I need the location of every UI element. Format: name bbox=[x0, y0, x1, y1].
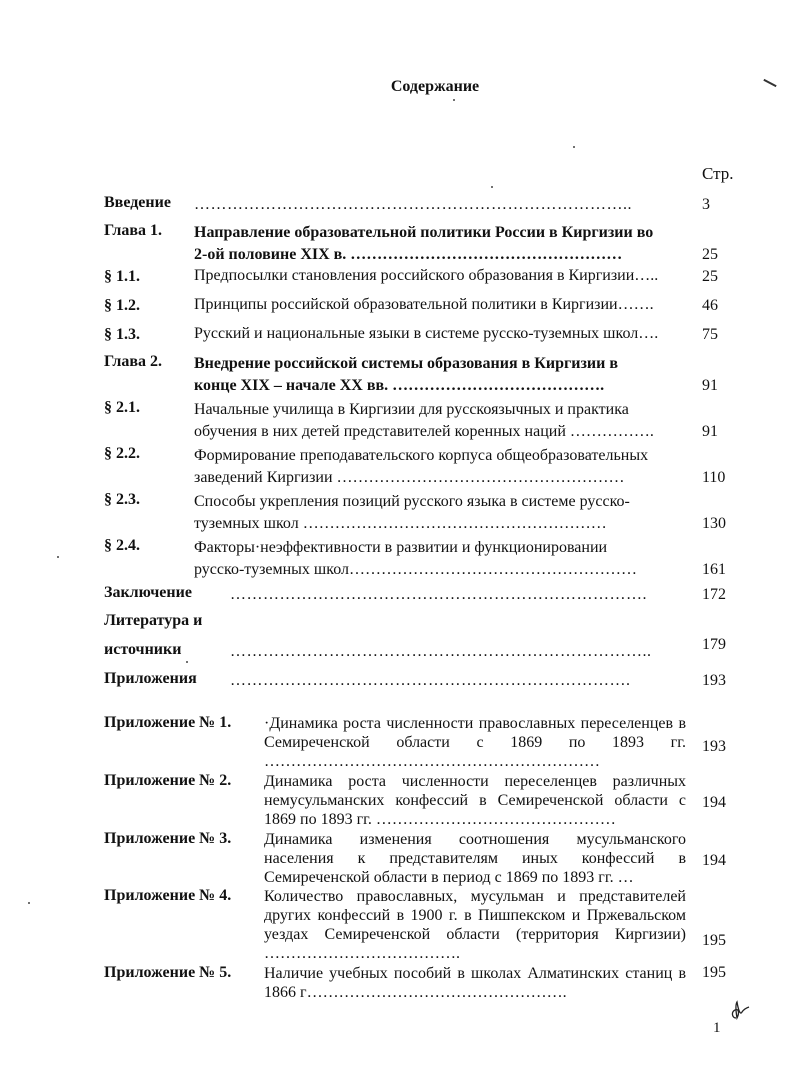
toc-page: 179 bbox=[702, 636, 726, 653]
appendix-label: Приложение № 3. bbox=[104, 830, 232, 847]
toc-leader: …………………………………………………………………. bbox=[230, 586, 647, 603]
appendix-text: Количество православных, мусульман и представителей других конфессий в 1900 г. в Пишпекском и Пржевальском уездах Семиреченской области (территория Киргизии) ………………………………. bbox=[264, 888, 686, 962]
handwritten-initial-icon bbox=[728, 1000, 752, 1022]
toc-text: Предпосылки становления российского образования в Киргизии….. bbox=[194, 267, 659, 284]
toc-label: § 2.4. bbox=[104, 537, 140, 554]
toc-leader: …………………………………………………………………….. bbox=[194, 196, 632, 213]
toc-label: Глава 2. bbox=[104, 353, 162, 370]
scan-speck bbox=[453, 99, 455, 101]
scan-speck bbox=[28, 902, 30, 904]
toc-label: § 1.3. bbox=[104, 326, 140, 343]
toc-page: 25 bbox=[702, 246, 718, 263]
toc-page: 25 bbox=[702, 268, 718, 285]
toc-label: Литература и bbox=[104, 612, 203, 629]
toc-text: заведений Киргизии ……………………………………………… bbox=[194, 469, 625, 486]
toc-text: туземных школ ………………………………………………… bbox=[194, 515, 607, 532]
toc-text: Формирование преподавательского корпуса общеобразовательных bbox=[194, 447, 649, 464]
appendix-text: Наличие учебных пособий в школах Алматинских станиц в 1866 г…………………………………………. bbox=[264, 965, 686, 1001]
toc-label: источники bbox=[104, 641, 182, 658]
toc-label: § 2.3. bbox=[104, 491, 140, 508]
toc-page: 161 bbox=[702, 561, 726, 578]
toc-label: Глава 1. bbox=[104, 222, 162, 239]
toc-page: 172 bbox=[702, 586, 726, 603]
appendix-page: 195 bbox=[702, 932, 726, 949]
appendix-page: 194 bbox=[702, 794, 726, 811]
appendix-page: 193 bbox=[702, 738, 726, 755]
appendix-page: 195 bbox=[702, 964, 726, 981]
scan-speck bbox=[491, 186, 493, 188]
toc-page: 3 bbox=[702, 196, 710, 213]
toc-label: § 1.1. bbox=[104, 268, 140, 285]
appendix-text: ·Динамика роста численности православных переселенцев в Семиреченской области с 1869 по 1893 гг. ……………………………………………………… bbox=[264, 715, 686, 770]
toc-text: Начальные училища в Киргизии для русскоязычных и практика bbox=[194, 401, 629, 418]
toc-label: § 2.1. bbox=[104, 399, 140, 416]
toc-text: Внедрение российской системы образования в Киргизии в bbox=[194, 355, 618, 372]
toc-text: Принципы российской образовательной политики в Киргизии……. bbox=[194, 296, 654, 313]
scan-speck bbox=[186, 661, 188, 663]
scan-speck bbox=[57, 556, 59, 558]
page-number: 1 bbox=[713, 1020, 721, 1036]
toc-page: 75 bbox=[702, 326, 718, 343]
toc-label: Введение bbox=[104, 194, 171, 211]
toc-label: Заключение bbox=[104, 584, 192, 601]
appendix-label: Приложение № 4. bbox=[104, 887, 232, 904]
toc-text: Факторы·неэффективности в развитии и функционировании bbox=[194, 539, 608, 556]
scan-speck bbox=[573, 146, 575, 148]
toc-leader: ………………………………………………………………. bbox=[230, 672, 631, 689]
toc-page: 46 bbox=[702, 297, 718, 314]
toc-page: 130 bbox=[702, 515, 726, 532]
appendix-text: Динамика роста численности переселенцев различных немусульманских конфессий в Семиреченской области с 1869 по 1893 гг. ……………………………………… bbox=[264, 773, 686, 828]
toc-page: 193 bbox=[702, 672, 726, 689]
appendix-label: Приложение № 1. bbox=[104, 714, 232, 731]
appendix-label: Приложение № 5. bbox=[104, 964, 232, 981]
toc-leader: ………………………………………………………………….. bbox=[230, 643, 652, 660]
toc-page: 110 bbox=[702, 469, 726, 486]
page-column-label: Стр. bbox=[702, 164, 734, 183]
toc-label: § 2.2. bbox=[104, 445, 140, 462]
appendix-label: Приложение № 2. bbox=[104, 772, 232, 789]
toc-label: Приложения bbox=[104, 670, 197, 687]
page-title: Содержание bbox=[390, 78, 480, 95]
appendix-page: 194 bbox=[702, 852, 726, 869]
toc-text: русско-туземных школ……………………………………………… bbox=[194, 561, 637, 578]
appendix-text: Динамика изменения соотношения мусульманского населения к представителям иных конфессий в Семиреченской области в период с 1869 по 1893 гг. … bbox=[264, 831, 686, 886]
toc-text: конце XIX – начале XX вв. …………………………………. bbox=[194, 377, 605, 394]
toc-label: § 1.2. bbox=[104, 297, 140, 314]
toc-text: Способы укрепления позиций русского языка в системе русско- bbox=[194, 493, 630, 510]
toc-text: Русский и национальные языки в системе русско-туземных школ…. bbox=[194, 325, 659, 342]
toc-text: обучения в них детей представителей коренных наций ……………. bbox=[194, 423, 654, 440]
toc-text: Направление образовательной политики России в Киргизии во bbox=[194, 224, 654, 241]
toc-text: 2-ой половине XIX в. …………………………………………… bbox=[194, 246, 623, 263]
toc-page: 91 bbox=[702, 377, 718, 394]
toc-page: 91 bbox=[702, 423, 718, 440]
